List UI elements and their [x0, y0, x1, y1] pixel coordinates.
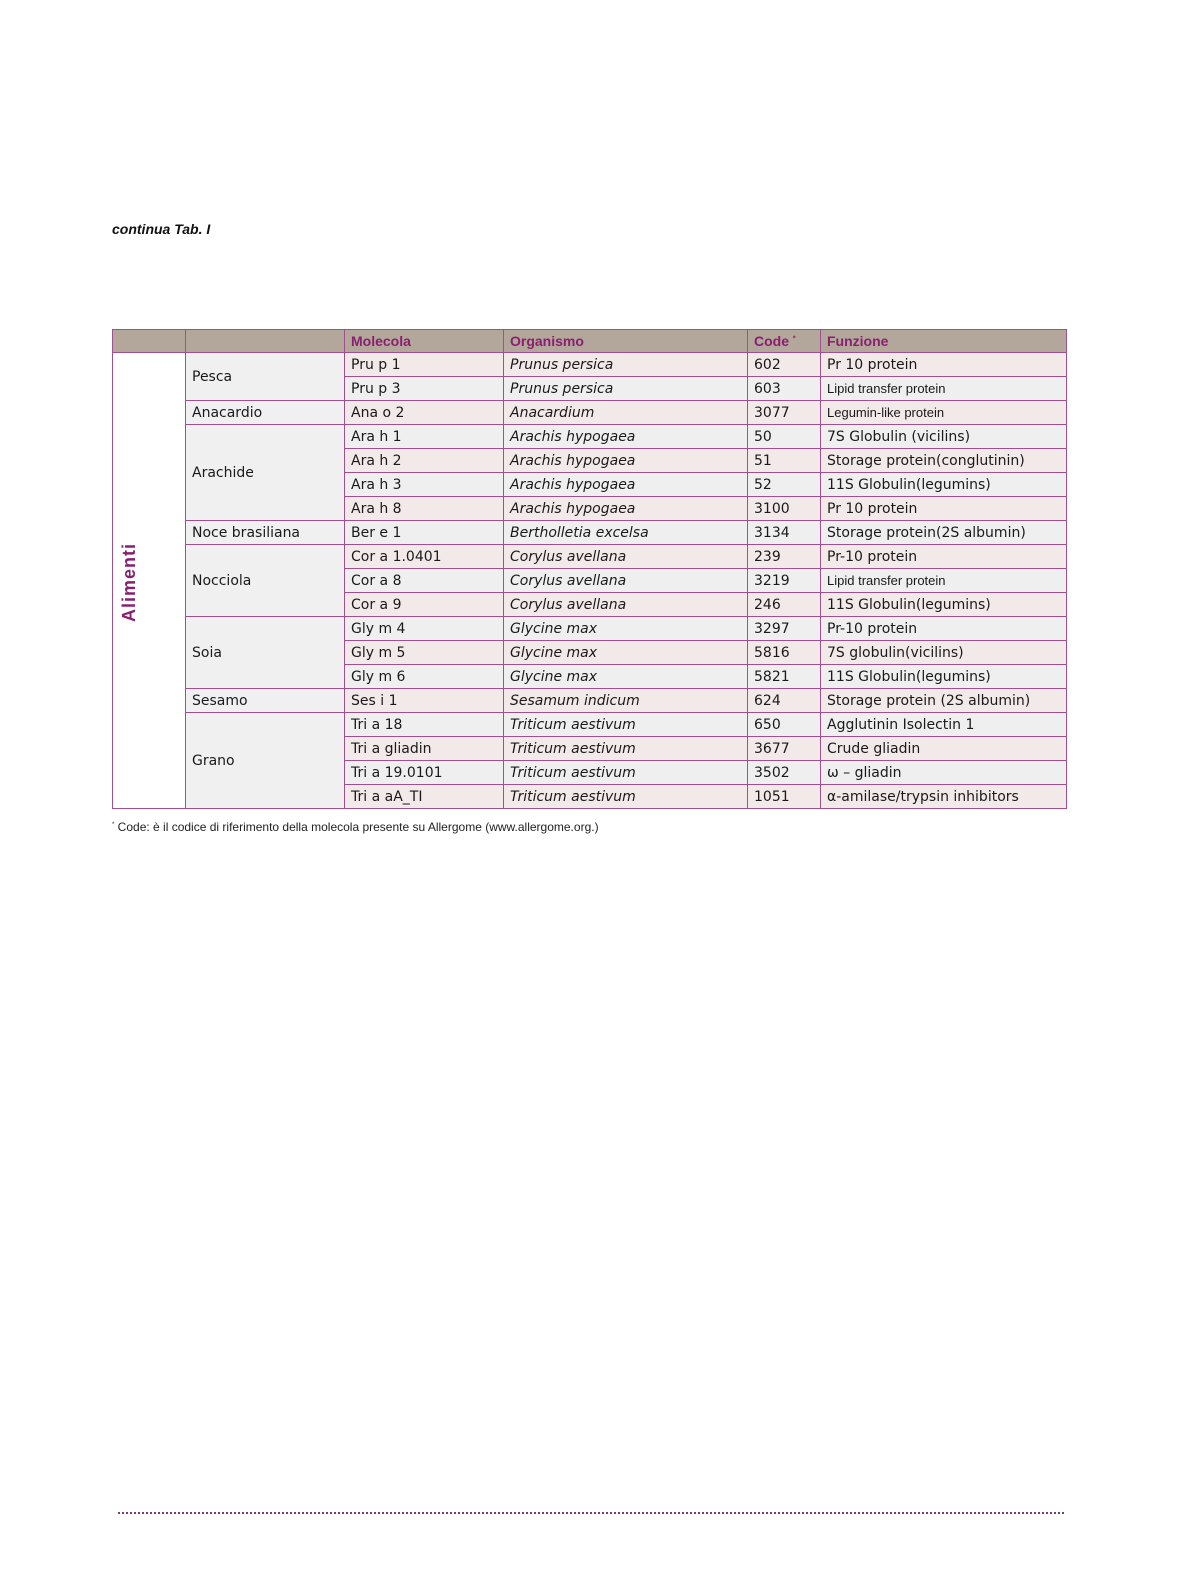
organismo-cell: Triticum aestivum	[504, 761, 748, 785]
molecola-cell: Cor a 9	[345, 593, 504, 617]
funzione-cell: 11S Globulin(legumins)	[821, 665, 1067, 689]
molecola-cell: Tri a gliadin	[345, 737, 504, 761]
molecola-cell: Ses i 1	[345, 689, 504, 713]
footnote-mark: *	[112, 822, 115, 828]
organismo-cell: Corylus avellana	[504, 593, 748, 617]
molecola-cell: Tri a 18	[345, 713, 504, 737]
organismo-cell: Corylus avellana	[504, 545, 748, 569]
code-cell: 602	[748, 353, 821, 377]
category-label: Alimenti	[119, 542, 139, 622]
footnote-text: Code: è il codice di riferimento della molecola presente su Allergome (www.allergome.org.)	[114, 820, 599, 834]
table-row	[113, 521, 1067, 545]
code-cell: 3134	[748, 521, 821, 545]
code-cell: 50	[748, 425, 821, 449]
organismo-cell: Anacardium	[504, 401, 748, 425]
molecola-cell: Pru p 3	[345, 377, 504, 401]
organismo-cell: Triticum aestivum	[504, 737, 748, 761]
header-code	[748, 330, 821, 353]
organismo-cell: Prunus persica	[504, 377, 748, 401]
header-funzione: Funzione	[821, 330, 1067, 353]
category-cell	[113, 353, 186, 809]
food-cell: Soia	[186, 617, 345, 689]
code-cell: 624	[748, 689, 821, 713]
molecola-cell: Ber e 1	[345, 521, 504, 545]
header-organismo: Organismo	[504, 330, 748, 353]
molecola-cell: Gly m 4	[345, 617, 504, 641]
table-row	[113, 401, 1067, 425]
funzione-cell: Lipid transfer protein	[821, 377, 1067, 401]
molecola-cell: Tri a 19.0101	[345, 761, 504, 785]
food-cell: Nocciola	[186, 545, 345, 617]
table-caption: continua Tab. I	[112, 221, 211, 237]
code-cell: 52	[748, 473, 821, 497]
funzione-cell: α-amilase/trypsin inhibitors	[821, 785, 1067, 809]
funzione-cell: 11S Globulin(legumins)	[821, 473, 1067, 497]
organismo-cell: Sesamum indicum	[504, 689, 748, 713]
table-row	[113, 689, 1067, 713]
organismo-cell: Glycine max	[504, 665, 748, 689]
code-cell: 3297	[748, 617, 821, 641]
code-cell: 650	[748, 713, 821, 737]
molecola-cell: Cor a 8	[345, 569, 504, 593]
molecola-cell: Ara h 3	[345, 473, 504, 497]
molecola-cell: Gly m 6	[345, 665, 504, 689]
code-cell: 603	[748, 377, 821, 401]
footnote	[112, 820, 599, 834]
header-molecola: Molecola	[345, 330, 504, 353]
funzione-cell: Storage protein (2S albumin)	[821, 689, 1067, 713]
table-row	[113, 425, 1067, 449]
food-cell: Grano	[186, 713, 345, 809]
code-cell: 3502	[748, 761, 821, 785]
molecola-cell: Ana o 2	[345, 401, 504, 425]
funzione-cell: Pr-10 protein	[821, 617, 1067, 641]
allergen-table	[112, 329, 1067, 809]
organismo-cell: Arachis hypogaea	[504, 497, 748, 521]
header-food	[186, 330, 345, 353]
funzione-cell: Legumin-like protein	[821, 401, 1067, 425]
funzione-cell: Agglutinin Isolectin 1	[821, 713, 1067, 737]
code-cell: 3100	[748, 497, 821, 521]
organismo-cell: Prunus persica	[504, 353, 748, 377]
code-cell: 246	[748, 593, 821, 617]
code-cell: 239	[748, 545, 821, 569]
code-cell: 3219	[748, 569, 821, 593]
funzione-cell: Pr-10 protein	[821, 545, 1067, 569]
funzione-cell: Crude gliadin	[821, 737, 1067, 761]
funzione-cell: Pr 10 protein	[821, 353, 1067, 377]
code-cell: 1051	[748, 785, 821, 809]
code-cell: 3677	[748, 737, 821, 761]
header-code-label: Code	[754, 333, 789, 349]
funzione-cell: 7S globulin(vicilins)	[821, 641, 1067, 665]
molecola-cell: Ara h 1	[345, 425, 504, 449]
food-cell: Pesca	[186, 353, 345, 401]
code-cell: 5816	[748, 641, 821, 665]
table-row	[113, 353, 1067, 377]
funzione-cell: Lipid transfer protein	[821, 569, 1067, 593]
molecola-cell: Gly m 5	[345, 641, 504, 665]
funzione-cell: Storage protein(2S albumin)	[821, 521, 1067, 545]
molecola-cell: Ara h 8	[345, 497, 504, 521]
organismo-cell: Triticum aestivum	[504, 713, 748, 737]
organismo-cell: Arachis hypogaea	[504, 473, 748, 497]
code-cell: 51	[748, 449, 821, 473]
table-body	[113, 353, 1067, 809]
molecola-cell: Pru p 1	[345, 353, 504, 377]
food-cell: Anacardio	[186, 401, 345, 425]
table-row	[113, 617, 1067, 641]
organismo-cell: Arachis hypogaea	[504, 449, 748, 473]
molecola-cell: Ara h 2	[345, 449, 504, 473]
table-header-row	[113, 330, 1067, 353]
funzione-cell: 11S Globulin(legumins)	[821, 593, 1067, 617]
food-cell: Arachide	[186, 425, 345, 521]
funzione-cell: Storage protein(conglutinin)	[821, 449, 1067, 473]
header-category	[113, 330, 186, 353]
funzione-cell: ω – gliadin	[821, 761, 1067, 785]
table-row	[113, 545, 1067, 569]
molecola-cell: Cor a 1.0401	[345, 545, 504, 569]
organismo-cell: Bertholletia excelsa	[504, 521, 748, 545]
organismo-cell: Arachis hypogaea	[504, 425, 748, 449]
page-footer-dotted-rule	[118, 1512, 1064, 1514]
food-cell: Sesamo	[186, 689, 345, 713]
organismo-cell: Glycine max	[504, 641, 748, 665]
organismo-cell: Triticum aestivum	[504, 785, 748, 809]
organismo-cell: Corylus avellana	[504, 569, 748, 593]
header-code-mark: *	[792, 335, 796, 343]
code-cell: 3077	[748, 401, 821, 425]
molecola-cell: Tri a aA_TI	[345, 785, 504, 809]
food-cell: Noce brasiliana	[186, 521, 345, 545]
organismo-cell: Glycine max	[504, 617, 748, 641]
funzione-cell: 7S Globulin (vicilins)	[821, 425, 1067, 449]
funzione-cell: Pr 10 protein	[821, 497, 1067, 521]
code-cell: 5821	[748, 665, 821, 689]
table-row	[113, 713, 1067, 737]
